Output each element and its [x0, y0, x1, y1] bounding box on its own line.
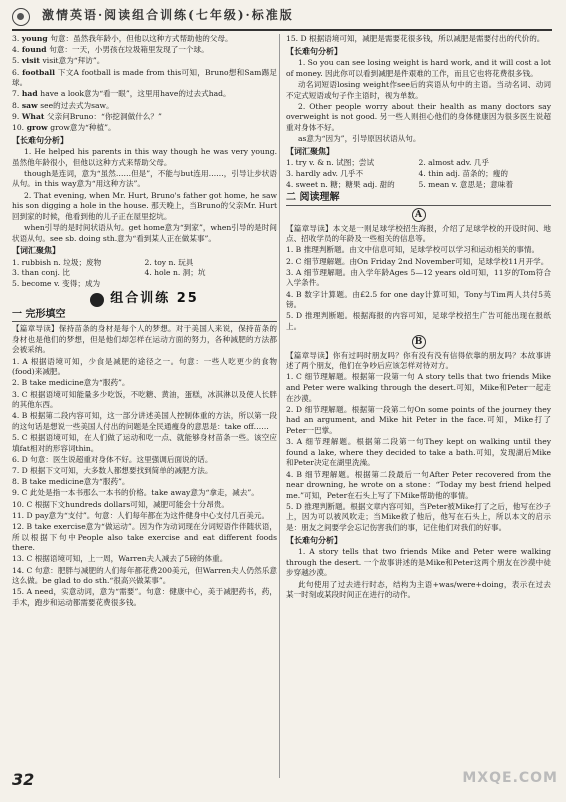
answer-word: saw: [19, 100, 41, 110]
answer-item: [12, 34, 277, 45]
vocab-item: 5. mean v. 意思是；意味着: [418, 179, 514, 189]
text-line: as意为“因为”，引导原因状语从句。: [298, 134, 421, 144]
answer-word: visit: [19, 56, 43, 66]
analysis-heading: 【长难句分析】: [286, 535, 342, 545]
passage-a-guide: 【篇章导读】本文是一则足球学校招生海报，介绍了足球学校的开设时间、地点、招收学员的年龄及一些相关的信息等。: [286, 223, 551, 244]
answer-number: 6.: [12, 67, 20, 77]
passage-a-label: A: [286, 208, 551, 222]
text-line: 15. A need，实意动词，意为“需要”。句意：健康中心，美于减肥药书，药，手术，跑步和运动都需要花费很多钱。: [12, 587, 277, 607]
answer-list-top: [286, 34, 551, 45]
vocab-list: [12, 258, 277, 290]
text-line: when引导的是时间状语从句。get home意为“到家”，when引导的是时间状语从句。see sb. doing sth.意为“看到某人正在做某事”。: [12, 223, 277, 243]
analysis-block: [286, 58, 551, 145]
right-column: [286, 34, 551, 601]
answer-explanation: 句意：一天，小男孩在垃圾箱里发现了一个球。: [49, 45, 209, 55]
lesson-banner: [12, 293, 277, 307]
text-line: 13. C 根据语境可知，上一周，Warren夫人减去了5磅的体重。: [12, 554, 228, 564]
vocab-item: 4. hole n. 洞；坑: [144, 268, 206, 278]
left-column: [12, 34, 277, 609]
text-line: 3. C 根据语境可知能量多少吃饭，不吃糖、黄油，蛋糕，冰淇淋以及使人长胖的其他东西。: [12, 389, 277, 410]
passage-b-guide: 【篇章导读】你有过吗时朋友吗？你有没有没有信得依靠的朋友吗？本故事讲述了两个朋友，他们在争吵后应该怎样对待对方。: [286, 350, 551, 371]
answer-explanation: 父亲问Bruno：“你挖洞做什么？”: [47, 111, 162, 121]
vocab-item: 1. try v. & n. 试图；尝试: [286, 158, 375, 168]
text-line: 1. A story tells that two friends Mike and Peter were walking through the desert. 一个故事讲述的是Mike和Peter这两个朋友在沙漠中徒步穿越沙漠。: [286, 547, 551, 578]
text-line: 10. C 根据下文hundreds dollars可知，减肥可能会十分昂贵。: [12, 499, 229, 509]
analysis-heading: 【长难句分析】: [286, 46, 342, 56]
section-cloze-heading: 一 完形填空: [12, 310, 277, 323]
vocab-heading: 【词汇聚焦】: [286, 146, 334, 156]
text-line: though是连词，意为“虽然……但是”，不能与but连用……，引导让步状语从句。in this way意为“用这种方法”。: [12, 168, 277, 189]
text-line: 2. C 细节理解题。由On Friday 2nd November可知，足球学校11月开学。: [286, 256, 549, 266]
text-line: 7. D 根据下文可知，大多数人都想要找到简单的减肥方法。: [12, 466, 213, 476]
text-line: 11. D pay意为“支付”。句意：人们每年都在为这件健身中心支付几百美元。: [12, 510, 270, 520]
answer-word: grow: [24, 122, 51, 132]
text-line: 2. Other people worry about their health as many doctors say overweight is not good. 另一些人则担心他们的身体健康因为很多医生说超重对身体不好。: [286, 101, 551, 132]
answer-number: 8.: [12, 100, 20, 110]
text-line: 4. B 数字计算题。由£2.5 for one day计算可知，Tony与Tim两人共付5英镑。: [286, 289, 551, 310]
answer-item: [12, 123, 277, 134]
text-line: 1. A 根据语境可知，少食是减肥的途径之一。句意：一些人吃更少的食物(food)来减肥。: [12, 356, 277, 377]
passage-a-answers: [286, 245, 551, 332]
section-reading-heading: 二 阅读理解: [286, 193, 551, 206]
text-line: 14. C 句意：肥胖与减肥的人们每年都花费200美元，但Warren夫人仍然乐意这么做。be glad to do sth.“很高兴做某事”。: [12, 565, 277, 586]
column-divider: [279, 34, 280, 778]
answer-number: 10.: [12, 122, 25, 132]
page-number: 32: [12, 770, 35, 789]
answer-word: had: [19, 89, 41, 99]
answer-item: [12, 68, 277, 89]
text-line: 5. D 推理判断题。根据文章内容可知，当Peter被Mike打了之后，他写在沙子上，因为可以被风吹走；当Mike救了他后，他写在石头上，所以本文的启示是：朋友之间要学会忘记伤害我们的事，记住他们对我们的好事。: [286, 501, 551, 533]
answer-number: 4.: [12, 45, 20, 55]
answer-item: [12, 45, 277, 56]
vocab-item: 2. almost adv. 几乎: [418, 158, 490, 168]
cloze-answers: [12, 357, 277, 609]
answer-word: found: [19, 45, 50, 55]
vocab-item: 4. sweet n. 糖；糖果 adj. 甜的: [286, 179, 395, 189]
answer-list-top: [12, 34, 277, 134]
text-line: 15. D 根据语境可知，减肥是需要花很多钱，所以减肥是需要付出的代价的。: [286, 34, 545, 43]
answer-explanation: 下文A football is made from this可知，Bruno想和Sam踢足球。: [12, 67, 277, 88]
text-line: 1. B 推理判断题。由文中信息可知，足球学校可以学习和运动相关的事情。: [286, 245, 540, 255]
answer-number: 3.: [12, 34, 20, 43]
banner-title: 组合训练 25: [110, 291, 199, 307]
banner-icon: [90, 293, 104, 307]
vocab-heading: 【词汇聚焦】: [12, 246, 60, 256]
text-line: 此句使用了过去进行时态，结构为主语+was/were+doing，表示在过去某一时刻或某段时间正在进行的动作。: [286, 579, 551, 600]
answer-item: [12, 112, 277, 123]
answer-item: [12, 101, 277, 112]
text-line: 3. A 细节理解题。根据第二段第一句They kept on walking until they found a lake, where they decided to take a bath.可知，发现湖后Mike和Peter决定在湖里洗澡。: [286, 437, 551, 468]
answer-item: [12, 89, 277, 100]
passage-b-answers: [286, 372, 551, 533]
text-line: 2. B take medicine意为“服药”。: [12, 378, 130, 388]
vocab-item: 4. thin adj. 苗条的；瘦的: [418, 168, 508, 178]
text-line: 2. D 细节理解题。根据第一段第二句On some points of the journey they had an argument, and Mike hit Peter in the face.可知，Mike打了Peter一巴掌。: [286, 404, 551, 435]
text-line: 5. D 推理判断题。根据海报的内容可知，足球学校招生广告可能出现在报纸上。: [286, 311, 551, 331]
vocab-item: [145, 279, 278, 290]
text-line: 1. C 细节理解题。根据第一段第一句 A story tells that two friends Mike and Peter were walking through the desert.可知，Mike和Peter一起走在沙漠。: [286, 372, 551, 403]
answer-number: 7.: [12, 89, 20, 99]
analysis-block: [12, 147, 277, 244]
answer-explanation: see的过去式为saw。: [40, 100, 114, 110]
answer-item: [12, 56, 277, 67]
answer-explanation: have a look意为“看一眼”，这里用have的过去式had。: [40, 89, 231, 99]
answer-explanation: visit意为“拜访”。: [42, 56, 105, 66]
answer-number: 9.: [12, 111, 20, 121]
text-line: 5. C 根据语境可知，在人们做了运动和吃一点、就能够身材苗条一些。该空应填fat相对的形容词thin。: [12, 433, 277, 453]
text-line: 8. B take medicine意为“服药”。: [12, 477, 130, 487]
vocab-item: 5. become v. 变得；成为: [12, 279, 101, 288]
watermark: MXQE.COM: [462, 770, 558, 786]
vocab-item: 3. than conj. 比: [12, 268, 70, 278]
analysis-heading: 【长难句分析】: [12, 135, 68, 145]
book-logo-icon: [12, 8, 30, 26]
text-line: 6. D 句意：医生说超重对身体不好。这里强调后面说的话。: [12, 454, 213, 464]
vocab-list: [286, 158, 551, 190]
text-line: 动名词短语losing weight作see后的宾语从句中的主语。当动名词、动词不定式短语或句子作主语时，视为单数。: [286, 79, 551, 100]
answer-explanation: 句意：虽然我年龄小，但他以这种方式帮助他的父母。: [50, 34, 233, 43]
book-title: 激情英语·阅读组合训练(七年级)·标准版: [42, 8, 294, 22]
text-line: 3. A 细节理解题。由入学年龄Ages 5—12 years old可知，11岁的Tom符合入学条件。: [286, 267, 551, 288]
answer-explanation: grow意为“种植”。: [50, 122, 116, 132]
cloze-guide: 【篇章导读】保持苗条的身材是每个人的梦想。对于美国人来说，保持苗条的身材也是他们的梦想，但是他们却怎样在运动方面的努力，各种減肥的方法都会被采纳。: [12, 324, 277, 355]
header-rule: [12, 29, 552, 31]
text-line: 9. C 此处是指一本书那么一本书的价格。take away意为“拿走，减去”。: [12, 488, 259, 498]
answer-word: young: [19, 34, 51, 43]
analysis-block: [286, 547, 551, 601]
vocab-item: 1. rubbish n. 垃圾；废物: [12, 257, 102, 267]
vocab-item: 2. toy n. 玩具: [144, 257, 194, 267]
text-line: 1. He helped his parents in this way though he was very young. 虽然他年龄很小，但他以这种方式来帮助父母。: [12, 147, 277, 167]
passage-b-label: B: [286, 335, 551, 349]
answer-word: football: [19, 67, 58, 77]
vocab-item: 3. hardly adv. 几乎不: [286, 168, 364, 178]
text-line: 1. So you can see losing weight is hard work, and it will cost a lot of money. 因此你可以看到减肥是件艰难的工作，而且它也将花费很多钱。: [286, 58, 551, 78]
text-line: 4. B 细节理解题。根据第二段最后一句After Peter recovered from the near drowning, he wrote on a stone：“Today my best friend helped me.”可知，Peter在石头上写了下Mike帮助他的事情。: [286, 469, 551, 500]
text-line: 4. B 根据第二段内容可知，这一部分讲述美国人控制体重的方法，所以第一段的这句话是想说一些美国人付出的问题是全民通瘦身的意思是：take off……: [12, 411, 277, 431]
text-line: 2. That evening, when Mr. Hurt, Bruno's father got home, he saw his son digging a hole in the house. 那天晚上，当Bruno的父亲Mr. Hurt回到家的时候，他看到他的儿子正在屋里挖坑。: [12, 190, 277, 221]
answer-word: What: [19, 111, 48, 121]
text-line: 12. B take exercise意为“做运动”。因为作为动词现在分词短语作伴随状语，所以根据下句中People also take exercise and eat different foods there.: [12, 522, 277, 553]
answer-number: 5.: [12, 56, 20, 66]
page-header: [12, 5, 552, 31]
